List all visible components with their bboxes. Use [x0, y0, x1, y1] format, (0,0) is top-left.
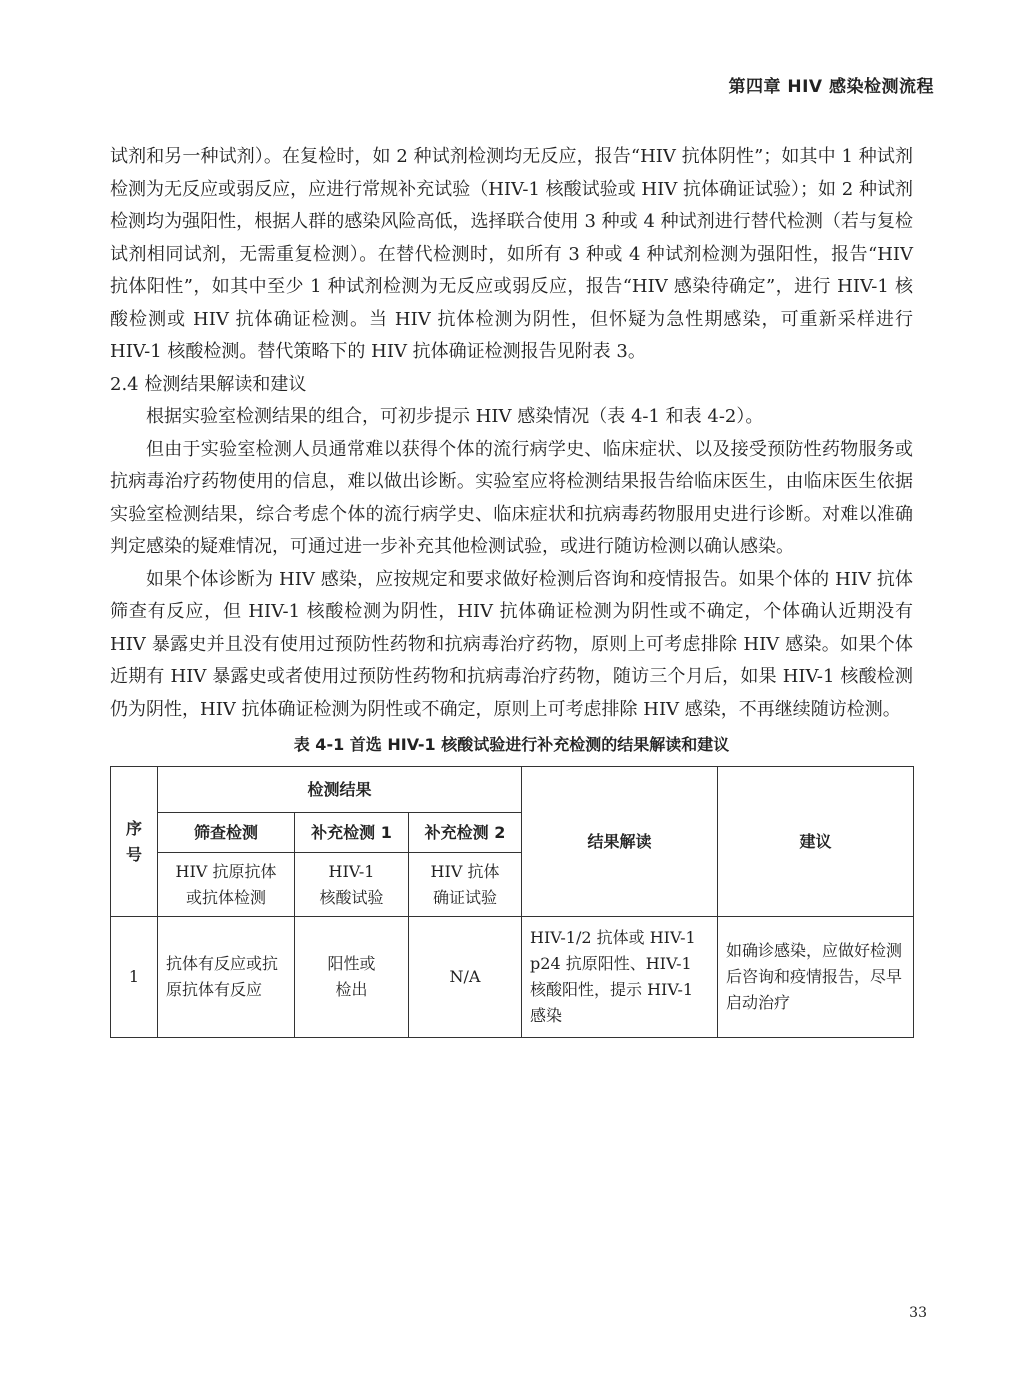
table-row [111, 917, 914, 1038]
header-screening: 筛查检测 [158, 813, 295, 853]
paragraph-3: 但由于实验室检测人员通常难以获得个体的流行病学史、临床症状、以及接受预防性药物服务或抗病毒治疗药物使用的信息，难以做出诊断。实验室应将检测结果报告给临床医生，由临床医生依据实验室检测结果，综合考虑个体的流行病学史、临床症状和抗病毒药物服用史进行诊断。对难以准确判定感染的疑难情况，可通过进一步补充其他检测试验，或进行随访检测以确认感染。 [110, 438, 913, 557]
page-number: 33 [909, 1305, 927, 1321]
paragraph-4: 如果个体诊断为 HIV 感染，应按规定和要求做好检测后咨询和疫情报告。如果个体的 HIV 抗体筛查有反应，但 HIV-1 核酸检测为阴性，HIV 抗体确证检测为阴性或不确定，个体确认近期没有 HIV 暴露史并且没有使用过预防性药物和抗病毒治疗药物，原则上可考虑排除 HIV 感染。如果个体近期有 HIV 暴露史或者使用过预防性药物和抗病毒治疗药物，随访三个月后，如果 HIV-1 核酸检测仍为阴性，HIV 抗体确证检测为阴性或不确定，原则上可考虑排除 HIV 感染，不再继续随访检测。 [110, 568, 913, 720]
paragraph-1: 试剂和另一种试剂）。在复检时，如 2 种试剂检测均无反应，报告“HIV 抗体阴性”；如其中 1 种试剂检测为无反应或弱反应，应进行常规补充试验（HIV-1 核酸试验或 HIV 抗体确证试验）；如 2 种试剂检测均为强阳性，根据人群的感染风险高低，选择联合使用 3 种或 4 种试剂进行替代检测（若与复检试剂相同试剂，无需重复检测）。在替代检测时，如所有 3 种或 4 种试剂检测为强阳性，报告“HIV 抗体阳性”，如其中至少 1 种试剂检测为无反应或弱反应，报告“HIV 感染待确定”，进行 HIV-1 核酸检测或 HIV 抗体确证检测。当 HIV 抗体检测为阴性，但怀疑为急性期感染，可重新采样进行 HIV-1 核酸检测。替代策略下的 HIV 抗体确证检测报告见附表 3。 [110, 146, 913, 362]
subheader-supp2: HIV 抗体 确证试验 [409, 853, 522, 917]
subheader-screening: HIV 抗原抗体 或抗体检测 [158, 853, 295, 917]
header-interpretation: 结果解读 [522, 767, 718, 917]
chapter-header: 第四章 HIV 感染检测流程 [728, 77, 934, 97]
cell-seq: 1 [111, 917, 158, 1038]
paragraph-2: 根据实验室检测结果的组合，可初步提示 HIV 感染情况（表 4-1 和表 4-2）。 [146, 406, 764, 427]
cell-supp2: N/A [409, 917, 522, 1038]
section-heading: 2.4 检测结果解读和建议 [110, 373, 307, 395]
header-supp1: 补充检测 1 [295, 813, 409, 853]
results-table [110, 766, 914, 1038]
cell-supp1: 阳性或 检出 [295, 917, 409, 1038]
subheader-supp1: HIV-1 核酸试验 [295, 853, 409, 917]
header-advice: 建议 [718, 767, 914, 917]
header-supp2: 补充检测 2 [409, 813, 522, 853]
header-seq: 序 号 [111, 767, 158, 917]
cell-advice: 如确诊感染，应做好检测后咨询和疫情报告，尽早启动治疗 [718, 917, 914, 1038]
page-content [110, 141, 913, 1038]
table-caption: 表 4-1 首选 HIV-1 核酸试验进行补充检测的结果解读和建议 [293, 735, 730, 754]
cell-screening: 抗体有反应或抗原抗体有反应 [158, 917, 295, 1038]
header-results: 检测结果 [158, 767, 522, 813]
cell-interpretation: HIV-1/2 抗体或 HIV-1 p24 抗原阳性、HIV-1 核酸阳性，提示 HIV-1 感染 [522, 917, 718, 1038]
